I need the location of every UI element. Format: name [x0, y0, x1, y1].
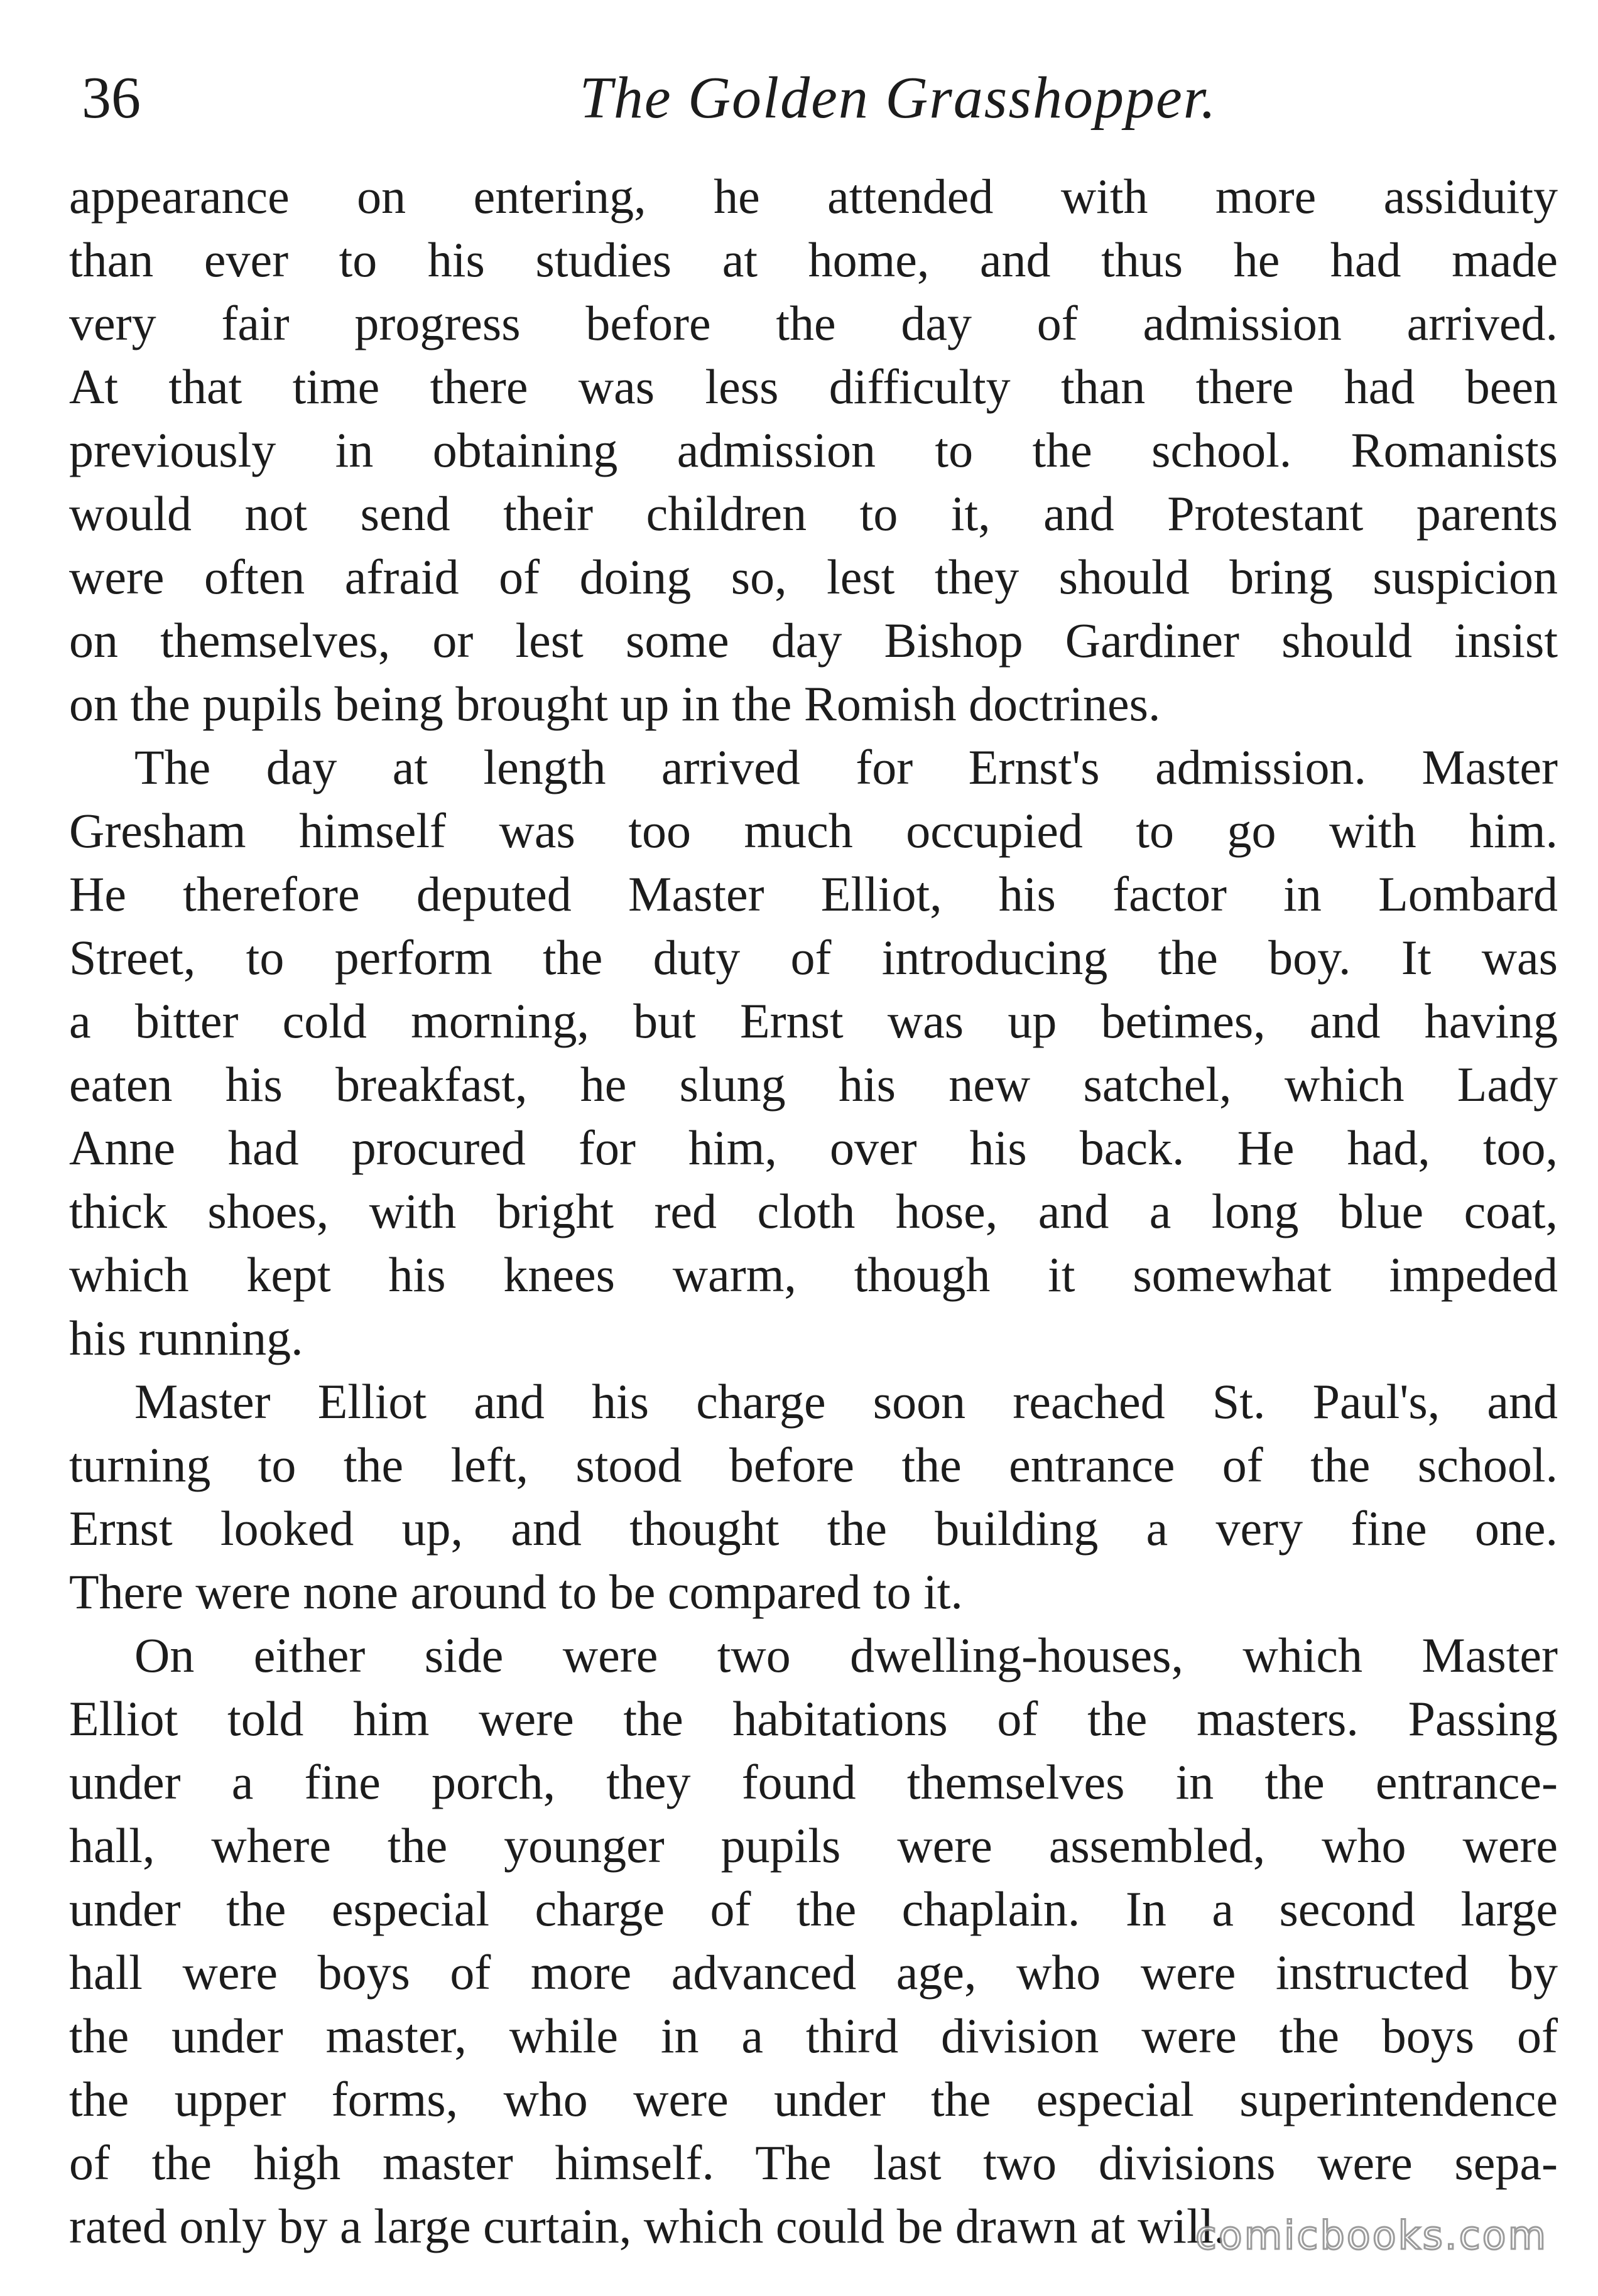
text-line: than ever to his studies at home, and thus he had made	[69, 232, 1558, 287]
text-line: turning to the left, stood before the entrance of the school.	[69, 1438, 1558, 1492]
text-line: under a fine porch, they found themselves in the entrance-	[69, 1755, 1558, 1809]
text-line: There were none around to be compared to it.	[69, 1564, 963, 1619]
text-line: the upper forms, who were under the especial superintendence	[69, 2072, 1558, 2126]
text-line: of the high master himself. The last two divisions were sepa-	[69, 2135, 1558, 2190]
text-line: a bitter cold morning, but Ernst was up betimes, and having	[69, 994, 1558, 1048]
text-line: appearance on entering, he attended with more assiduity	[69, 169, 1558, 224]
text-line: On either side were two dwelling-houses, which Master	[134, 1628, 1558, 1682]
text-line: At that time there was less difficulty than there had been	[69, 359, 1558, 414]
text-line: Street, to perform the duty of introducing the boy. It was	[69, 930, 1558, 985]
running-title: The Golden Grasshopper.	[579, 65, 1217, 131]
text-line: the under master, while in a third division were the boys of	[69, 2008, 1558, 2063]
text-line: which kept his knees warm, though it somewhat impeded	[69, 1247, 1558, 1302]
text-line: The day at length arrived for Ernst's admission. Master	[134, 740, 1558, 794]
text-line: would not send their children to it, and Protestant parents	[69, 486, 1558, 541]
text-line: hall, where the younger pupils were assembled, who were	[69, 1818, 1558, 1873]
body-text	[69, 165, 1558, 2258]
text-line: Gresham himself was too much occupied to go with him.	[69, 803, 1558, 858]
text-line: eaten his breakfast, he slung his new satchel, which Lady	[69, 1057, 1558, 1112]
text-line: very fair progress before the day of admission arrived.	[69, 296, 1558, 350]
page-number: 36	[82, 65, 141, 131]
page-header	[82, 60, 1545, 136]
text-line: hall were boys of more advanced age, who were instructed by	[69, 1945, 1558, 2000]
paragraph	[69, 1623, 1558, 2258]
text-line: Master Elliot and his charge soon reached St. Paul's, and	[134, 1374, 1558, 1429]
text-line: Elliot told him were the habitations of the masters. Passing	[69, 1691, 1558, 1746]
text-line: He therefore deputed Master Elliot, his factor in Lombard	[69, 867, 1558, 921]
text-line: his running.	[69, 1311, 303, 1365]
text-line: thick shoes, with bright red cloth hose, and a long blue coat,	[69, 1184, 1558, 1238]
text-line: Anne had procured for him, over his back. He had, too,	[69, 1120, 1558, 1175]
text-line: rated only by a large curtain, which could be drawn at will.	[69, 2199, 1226, 2253]
text-line: previously in obtaining admission to the school. Romanists	[69, 423, 1558, 477]
watermark: comicbooks.com	[1195, 2212, 1548, 2258]
text-line: were often afraid of doing so, lest they should bring suspicion	[69, 550, 1558, 604]
paragraph	[69, 165, 1558, 735]
text-line: under the especial charge of the chaplain. In a second large	[69, 1882, 1558, 1936]
paragraph	[69, 1370, 1558, 1623]
paragraph	[69, 735, 1558, 1370]
text-line: on themselves, or lest some day Bishop Gardiner should insist	[69, 613, 1558, 668]
text-line: on the pupils being brought up in the Romish doctrines.	[69, 676, 1161, 731]
text-line: Ernst looked up, and thought the building a very fine one.	[69, 1501, 1558, 1556]
